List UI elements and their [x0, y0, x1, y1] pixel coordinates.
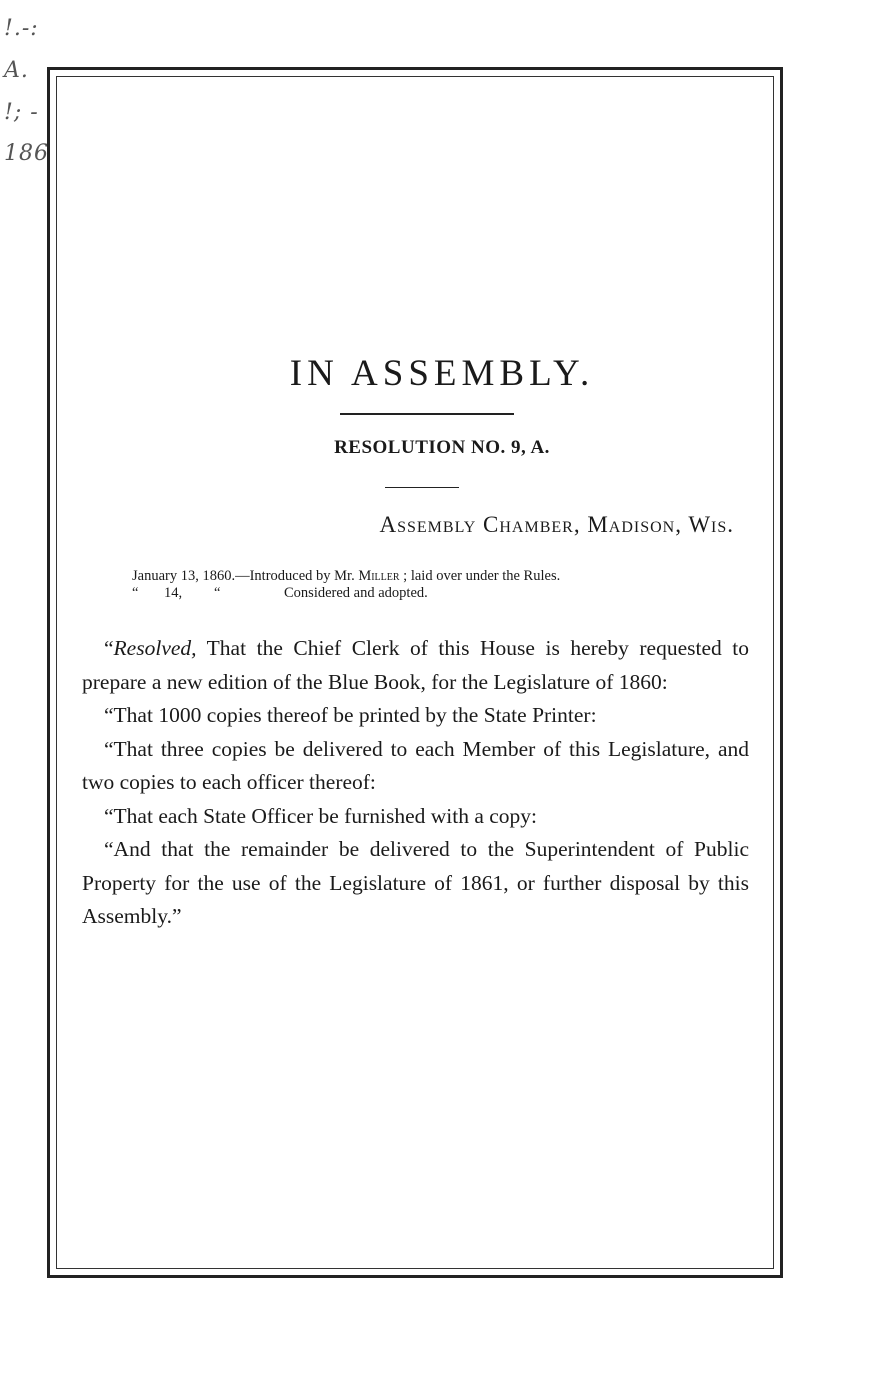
resolution-paragraph: “That 1000 copies thereof be printed by the State Printer: [104, 703, 597, 727]
resolution-number: RESOLUTION NO. 9, A. [334, 437, 550, 458]
history-date: January 13, 1860.—Introduced by Mr. [132, 568, 355, 584]
chamber-location: Assembly Chamber, Madison, Wis. [379, 512, 734, 537]
margin-note-line: !.-: [4, 16, 39, 41]
resolution-paragraph: “That three copies be delivered to each Member of this Legislature, and two copies to each officer thereof: [82, 736, 749, 794]
legislative-history [132, 568, 560, 602]
resolution-paragraph: “And that the remainder be delivered to the Superintendent of Public Property for the use of the Legislature of 1861, or further disposal by this Assembly.” [82, 837, 749, 928]
margin-note-line: A. [4, 57, 29, 83]
resolution-paragraph [82, 632, 749, 699]
resolution-body [82, 632, 749, 934]
resolution-paragraph: “That each State Officer be furnished with a copy: [104, 803, 538, 828]
margin-note-line: !; - [4, 99, 39, 125]
history-row [132, 585, 560, 602]
history-action: ; laid over under the Rules. [403, 568, 561, 584]
ditto-mark: “ [132, 585, 139, 601]
history-day: 14, [164, 585, 183, 601]
history-action: Considered and adopted. [284, 585, 428, 601]
page-title: IN ASSEMBLY. [289, 353, 595, 394]
sponsor-name: Miller [358, 568, 400, 584]
paragraph-text: That the Chief Clerk of this House is hereby requested to prepare a new edition of the Blue Book, for the Legislature of 1860: [82, 636, 749, 694]
resolution-divider [385, 487, 459, 488]
margin-note-line: 186 [4, 141, 49, 167]
resolved-keyword: Resolved, [113, 636, 197, 660]
ditto-mark: “ [214, 585, 221, 601]
open-quote: “ [104, 636, 114, 660]
title-divider [340, 413, 514, 415]
history-row [132, 568, 560, 585]
